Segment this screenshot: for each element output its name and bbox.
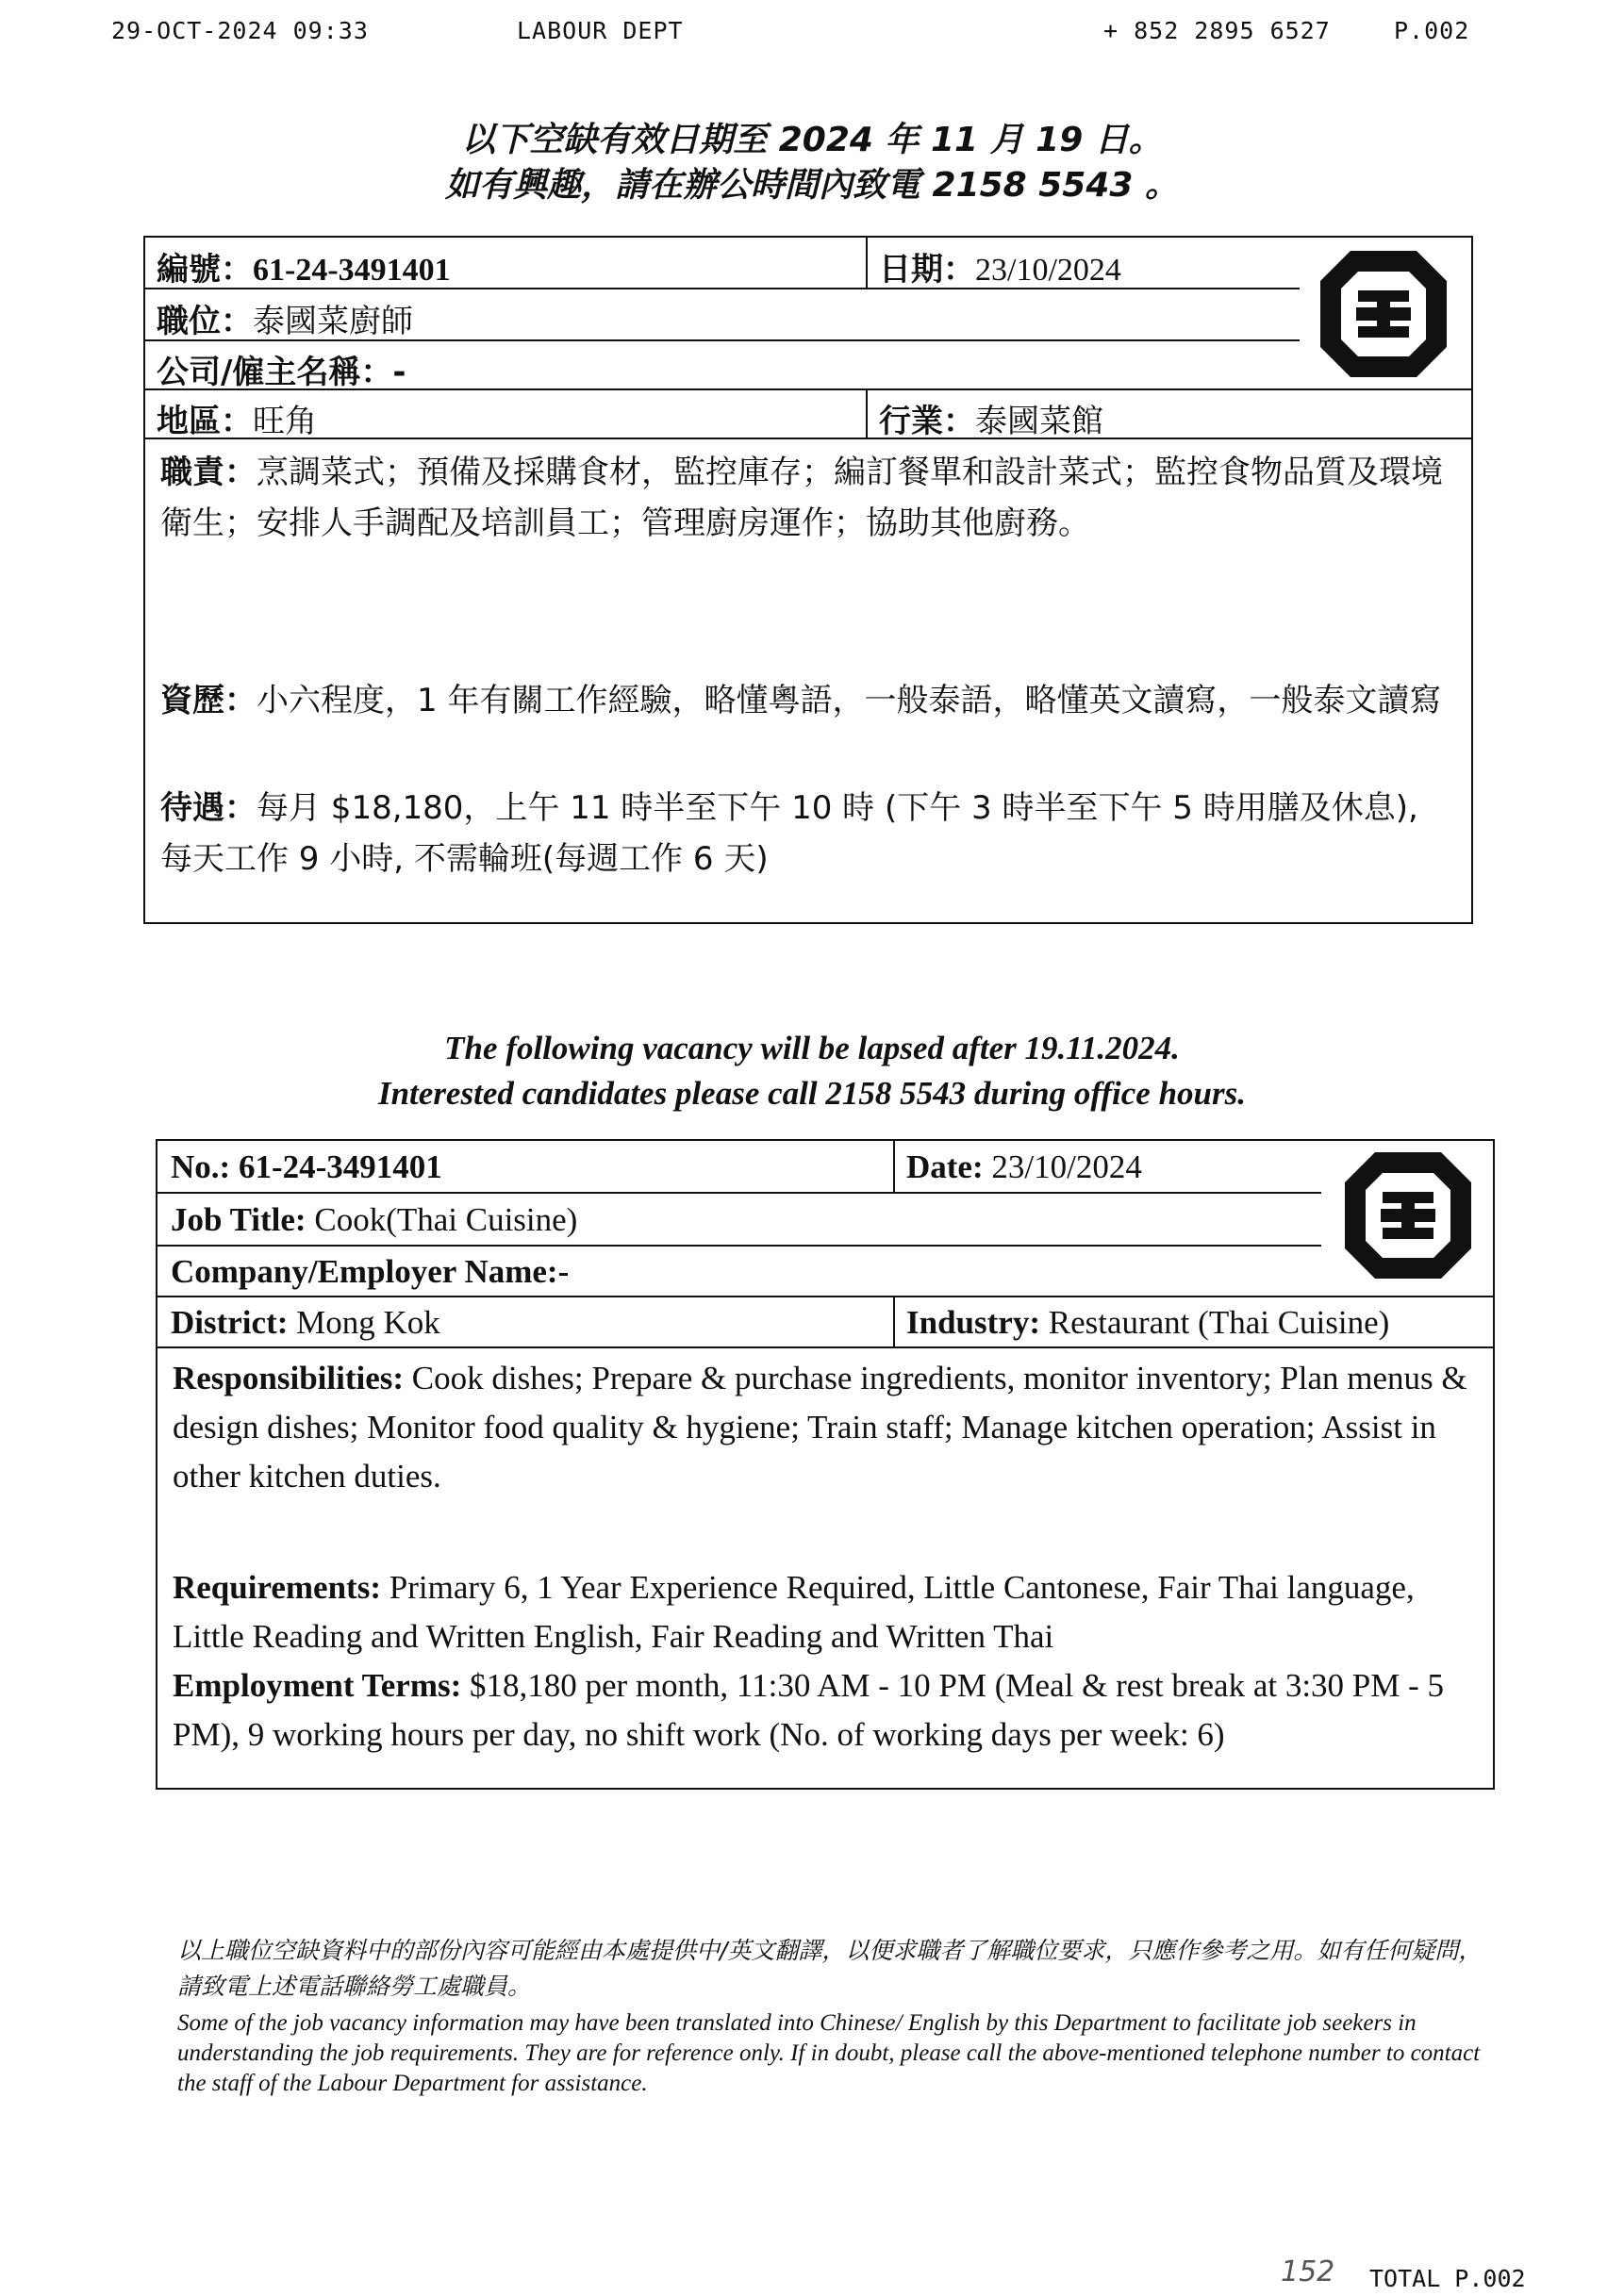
labour-dept-logo-icon-en bbox=[1337, 1145, 1479, 1286]
zh-date-value: 23/10/2024 bbox=[975, 253, 1121, 288]
zh-district-value: 旺角 bbox=[253, 403, 317, 440]
zh-req-label: 資歷： bbox=[160, 682, 257, 719]
zh-industry-value: 泰國菜館 bbox=[975, 403, 1103, 440]
zh-no-value: 61-24-3491401 bbox=[253, 253, 451, 288]
zh-requirements bbox=[160, 675, 1456, 726]
zh-terms-label: 待遇： bbox=[160, 789, 257, 827]
en-notice bbox=[0, 1026, 1624, 1116]
zh-date-label: 日期： bbox=[879, 251, 975, 289]
zh-title-label: 職位： bbox=[157, 303, 253, 340]
zh-company-label: 公司/僱主名稱： bbox=[157, 354, 393, 391]
zh-row-no bbox=[145, 238, 1300, 289]
zh-district-label: 地區： bbox=[157, 403, 253, 440]
labour-dept-logo-icon bbox=[1313, 243, 1454, 385]
en-vacancy-card bbox=[156, 1139, 1495, 1790]
zh-terms bbox=[160, 783, 1456, 884]
zh-row-title bbox=[145, 289, 1300, 341]
en-notice-line1: The following vacancy will be lapsed after 19.11.2024. bbox=[444, 1030, 1180, 1066]
zh-responsibilities bbox=[160, 447, 1456, 549]
fax-page: P.002 bbox=[1394, 17, 1470, 44]
en-no-value: 61-24-3491401 bbox=[238, 1148, 442, 1185]
en-industry-value: Restaurant (Thai Cuisine) bbox=[1048, 1304, 1390, 1341]
zh-row-district bbox=[145, 390, 1471, 439]
zh-row-company bbox=[145, 341, 1471, 390]
fax-sender: LABOUR DEPT bbox=[517, 17, 684, 44]
en-req-value: Primary 6, 1 Year Experience Required, Little Cantonese, Fair Thai language, Little Reading and Written English, Fair Reading and Written Thai bbox=[173, 1569, 1415, 1655]
en-district-label: District: bbox=[171, 1304, 289, 1341]
zh-terms-value: 每月 $18,180，上午 11 時半至下午 10 時 (下午 3 時半至下午 5 時用膳及休息), 每天工作 9 小時, 不需輪班(每週工作 6 天) bbox=[160, 789, 1418, 878]
en-district-value: Mong Kok bbox=[296, 1304, 440, 1341]
en-company-label: Company/Employer Name: bbox=[171, 1253, 558, 1290]
en-date-label: Date: bbox=[906, 1148, 984, 1185]
en-terms-label: Employment Terms: bbox=[173, 1667, 462, 1704]
total-pages: TOTAL P.002 bbox=[1369, 2265, 1526, 2292]
zh-req-value: 小六程度，1 年有關工作經驗，略懂粵語，一般泰語，略懂英文讀寫，一般泰文讀寫 bbox=[257, 682, 1442, 719]
en-no-label: No.: bbox=[171, 1148, 231, 1185]
en-row-company bbox=[157, 1247, 1493, 1297]
en-notice-line2: Interested candidates please call 2158 5543 during office hours. bbox=[377, 1075, 1247, 1112]
zh-title-value: 泰國菜廚師 bbox=[253, 303, 413, 340]
en-industry-label: Industry: bbox=[906, 1304, 1040, 1341]
zh-company-value: - bbox=[392, 354, 406, 391]
handwritten-page-number: 152 bbox=[1281, 2255, 1335, 2288]
zh-resp-label: 職責： bbox=[160, 454, 257, 491]
en-row-title bbox=[157, 1194, 1321, 1247]
disclaimer bbox=[177, 1933, 1498, 2099]
en-req-label: Requirements: bbox=[173, 1569, 381, 1606]
en-row-no bbox=[157, 1141, 1321, 1194]
en-terms bbox=[173, 1661, 1478, 1759]
fax-datetime: 29-OCT-2024 09:33 bbox=[111, 17, 369, 44]
en-resp-value: Cook dishes; Prepare & purchase ingredients, monitor inventory; Plan menus & design dishes; Monitor food quality & hygiene; Train staff; Manage kitchen operation; Assist in other kitchen duties. bbox=[173, 1360, 1467, 1495]
zh-notice bbox=[0, 118, 1624, 208]
zh-notice-line2: 如有興趣，請在辦公時間內致電 2158 5543 。 bbox=[445, 166, 1179, 205]
zh-industry-label: 行業： bbox=[879, 403, 975, 440]
en-company-value: - bbox=[557, 1253, 570, 1290]
en-date-value: 23/10/2024 bbox=[991, 1148, 1142, 1185]
disclaimer-en: Some of the job vacancy information may have been translated into Chinese/ English by this Department to facilitate job seekers in understanding the job requirements. They are for reference only. If in doubt, please call the above-mentioned telephone number to contact the staff of the Labour Department for assistance. bbox=[177, 2010, 1481, 2096]
en-requirements bbox=[173, 1563, 1478, 1661]
en-terms-value: $18,180 per month, 11:30 AM - 10 PM (Meal & rest break at 3:30 PM - 5 PM), 9 working hours per day, no shift work (No. of working days per week: 6) bbox=[173, 1667, 1445, 1753]
zh-no-label: 編號： bbox=[157, 251, 253, 289]
zh-resp-value: 烹調菜式；預備及採購食材，監控庫存；編訂餐單和設計菜式；監控食物品質及環境衛生；安排人手調配及培訓員工；管理廚房運作；協助其他廚務。 bbox=[160, 454, 1443, 542]
en-resp-label: Responsibilities: bbox=[173, 1360, 405, 1396]
en-row-district bbox=[157, 1297, 1493, 1348]
fax-phone: + 852 2895 6527 bbox=[1103, 17, 1331, 44]
en-title-label: Job Title: bbox=[171, 1201, 307, 1238]
zh-notice-line1: 以下空缺有效日期至 2024 年 11 月 19 日。 bbox=[461, 121, 1163, 159]
zh-vacancy-card bbox=[143, 236, 1473, 924]
en-responsibilities bbox=[173, 1354, 1478, 1501]
disclaimer-zh: 以上職位空缺資料中的部份內容可能經由本處提供中/英文翻譯，以便求職者了解職位要求，只應作參考之用。如有任何疑問，請致電上述電話聯絡勞工處職員。 bbox=[177, 1937, 1483, 2000]
en-title-value: Cook(Thai Cuisine) bbox=[314, 1201, 578, 1238]
